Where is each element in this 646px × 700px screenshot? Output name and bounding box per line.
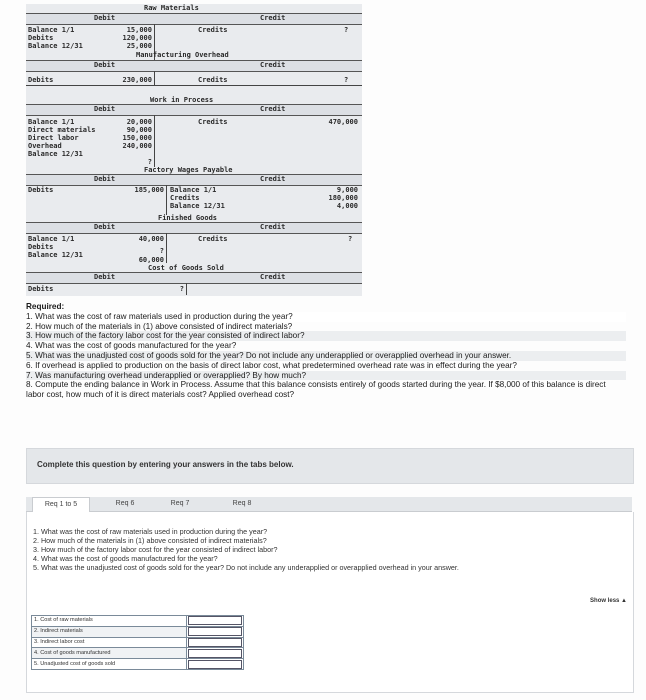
wip-credit-label: Credit [260,105,286,113]
wip-debit-label: Debit [94,105,116,113]
answer-cell-5 [187,659,244,670]
mfg-overhead-title: Manufacturing Overhead [136,51,229,59]
rm-credits-label: Credits [198,26,228,34]
mo-credits-label: Credits [198,76,228,84]
wip-val-1: 90,000 [126,126,152,134]
instruction-banner [26,448,634,484]
mfg-overhead-rule [26,85,362,86]
required-heading: Required: [26,302,65,311]
answer-cell-3 [187,637,244,648]
answer-label-2: 2. Indirect materials [32,626,187,637]
tab-req-6[interactable]: Req 6 [115,500,135,507]
fg-debit-label: Debit [94,223,116,231]
rm-row-1: Debits [28,34,54,42]
cogs-divider [186,283,187,295]
panel-question-1: 1. What was the cost of raw materials used in production during the year? [33,527,268,536]
rm-val-2: 25,000 [126,42,152,50]
wip-credits-label: Credits [198,118,228,126]
fg-divider [166,233,167,263]
fwp-credit-row-0: Balance 1/1 [170,186,217,194]
mfg-overhead-credit-label: Credit [260,61,286,69]
wip-val-3: 240,000 [122,142,152,150]
raw-materials-header [26,13,362,25]
fwp-credit-label: Credit [260,175,286,183]
raw-materials-credit-label: Credit [260,14,286,22]
mo-row-0: Debits [28,76,54,84]
fwp-credit-val-0: 9,000 [336,186,358,194]
fg-credits-label: Credits [198,235,228,243]
answer-label-5: 5. Unadjusted cost of goods sold [32,659,187,670]
required-item-5: 5. What was the unadjusted cost of goods sold for the year? Do not include any underapplied or overapplied overhead in your answer. [26,351,626,361]
fwp-val-0: 185,000 [134,186,164,194]
required-item-3: 3. How much of the factory labor cost for the year consisted of indirect labor? [26,331,626,341]
rm-row-2: Balance 12/31 [28,42,83,50]
answer-row [32,648,244,659]
fwp-credit-val-2: 4,000 [336,202,358,210]
t-accounts-ledger [26,4,362,296]
wip-row-4: Balance 12/31 [28,150,83,158]
mfg-overhead-header [26,60,362,72]
fwp-header [26,174,362,186]
wip-val-2: 150,000 [122,134,152,142]
fwp-divider [166,185,167,215]
required-item-8: 8. Compute the ending balance in Work in Process. Assume that this balance consists entirely of goods started during the year. If $8,000 of this balance is direct labor cost, how much of it is direct materials cost? Applied overhead cost? [26,380,606,400]
wip-divider [154,115,155,167]
wip-val-4: ? [147,158,152,166]
mo-credit-value: ? [344,76,349,84]
answer-label-4: 4. Cost of goods manufactured [32,648,187,659]
fg-val-0: 40,000 [138,235,164,243]
cogs-row-0: Debits [28,285,54,293]
wip-row-0: Balance 1/1 [28,118,75,126]
tab-req-7[interactable]: Req 7 [170,500,190,507]
tab-panel [26,512,634,693]
required-item-4: 4. What was the cost of goods manufactured for the year? [26,341,237,351]
show-less-button[interactable]: Show less ▲ [590,598,627,604]
rm-credit-value: ? [344,26,349,34]
answer-input-5[interactable] [188,660,242,669]
fg-credit-value: ? [348,235,353,243]
cogs-title: Cost of Goods Sold [148,264,224,272]
tab-req-8[interactable]: Req 8 [232,500,252,507]
answer-cell-1 [187,616,244,627]
fg-title: Finished Goods [158,214,218,222]
required-item-1: 1. What was the cost of raw materials used in production during the year? [26,312,626,322]
raw-materials-debit-label: Debit [94,14,116,22]
fg-row-0: Balance 1/1 [28,235,75,243]
fwp-row-0: Debits [28,186,54,194]
fg-credit-label: Credit [260,223,286,231]
wip-title: Work in Process [150,96,214,104]
answer-row [32,616,244,627]
cogs-credit-label: Credit [260,273,286,281]
fg-row-1: Debits [28,243,54,251]
fwp-credit-val-1: 180,000 [328,194,358,202]
wip-header [26,104,362,116]
cogs-debit-label: Debit [94,273,116,281]
rm-row-0: Balance 1/1 [28,26,75,34]
panel-question-2: 2. How much of the materials in (1) above consisted of indirect materials? [33,536,267,545]
tab-req-1-to-5[interactable]: Req 1 to 5 [32,497,90,512]
answer-input-4[interactable] [188,649,242,658]
panel-question-5: 5. What was the unadjusted cost of goods sold for the year? Do not include any underapplied or overapplied overhead in your answer. [33,563,459,572]
answer-label-1: 1. Cost of raw materials [32,616,187,627]
answer-cell-4 [187,648,244,659]
wip-credit-value: 470,000 [328,118,358,126]
rm-val-1: 120,000 [122,34,152,42]
fg-row-2: Balance 12/31 [28,251,83,259]
panel-question-3: 3. How much of the factory labor cost for the year consisted of indirect labor? [33,545,278,554]
required-item-2: 2. How much of the materials in (1) above consisted of indirect materials? [26,321,293,331]
instruction-text: Complete this question by entering your answers in the tabs below. [37,460,294,469]
fg-val-1: ? [159,247,164,255]
panel-question-4: 4. What was the cost of goods manufactured for the year? [33,554,218,563]
answer-input-2[interactable] [188,627,242,636]
answer-row [32,659,244,670]
wip-row-1: Direct materials [28,126,96,134]
mo-val-0: 230,000 [122,76,152,84]
wip-row-3: Overhead [28,142,62,150]
required-section [26,302,626,400]
answer-label-3: 3. Indirect labor cost [32,637,187,648]
raw-materials-title: Raw Materials [144,4,199,12]
fg-header [26,222,362,234]
rm-val-0: 15,000 [126,26,152,34]
cogs-val-0: ? [179,285,184,293]
answer-cell-2 [187,626,244,637]
answer-table [31,615,244,670]
fwp-debit-label: Debit [94,175,116,183]
fwp-credit-row-2: Balance 12/31 [170,202,225,210]
requirement-tabs [26,497,632,512]
answer-input-1[interactable] [188,616,242,625]
fwp-credit-row-1: Credits [170,194,200,202]
mfg-overhead-divider [154,71,155,85]
answer-row [32,626,244,637]
wip-val-0: 20,000 [126,118,152,126]
required-item-6: 6. If overhead is applied to production on the basis of direct labor cost, what predetermined overhead rate was in effect during the year? [26,360,517,370]
required-item-7: 7. Was manufacturing overhead underapplied or overapplied? By how much? [26,371,626,381]
fwp-title: Factory Wages Payable [144,166,233,174]
answer-input-3[interactable] [188,638,242,647]
cogs-header [26,272,362,284]
mfg-overhead-debit-label: Debit [94,61,116,69]
fg-val-2: 60,000 [138,256,164,264]
answer-row [32,637,244,648]
wip-row-2: Direct labor [28,134,79,142]
